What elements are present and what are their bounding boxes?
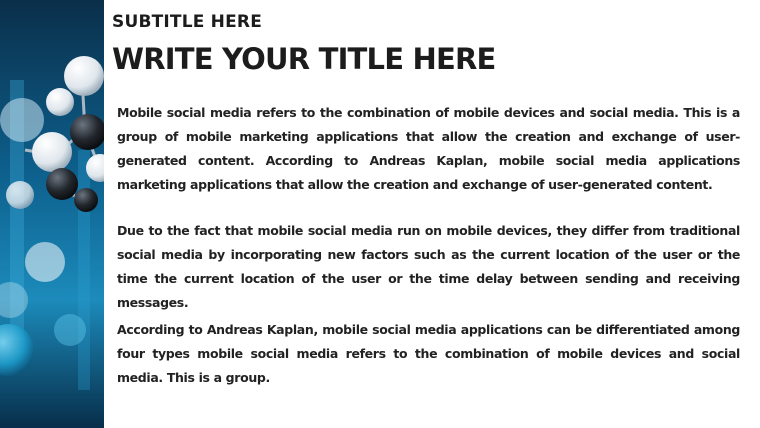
- body-paragraph-1: Mobile social media refers to the combination of mobile devices and social media. This is a group of mobile marketing applications that allow the creation and exchange of user-generated content. According to Andreas Kaplan, mobile social media applications marketing applications that allow the creation and exchange of user-generated content.: [117, 105, 740, 192]
- slide-title: WRITE YOUR TITLE HERE: [112, 42, 496, 76]
- molecule-structure-icon: [0, 0, 104, 428]
- body-paragraph-3: According to Andreas Kaplan, mobile social media applications can be differentiated among four types mobile social media refers to the combination of mobile devices and social media. This is a group.: [117, 322, 740, 385]
- body-paragraph-2: Due to the fact that mobile social media run on mobile devices, they differ from traditional social media by incorporating new factors such as the current location of the user or the time the current location of the user or the time delay between sending and receiving messages.: [117, 223, 740, 310]
- slide-subtitle: SUBTITLE HERE: [112, 12, 263, 32]
- molecule-photo: [0, 0, 104, 428]
